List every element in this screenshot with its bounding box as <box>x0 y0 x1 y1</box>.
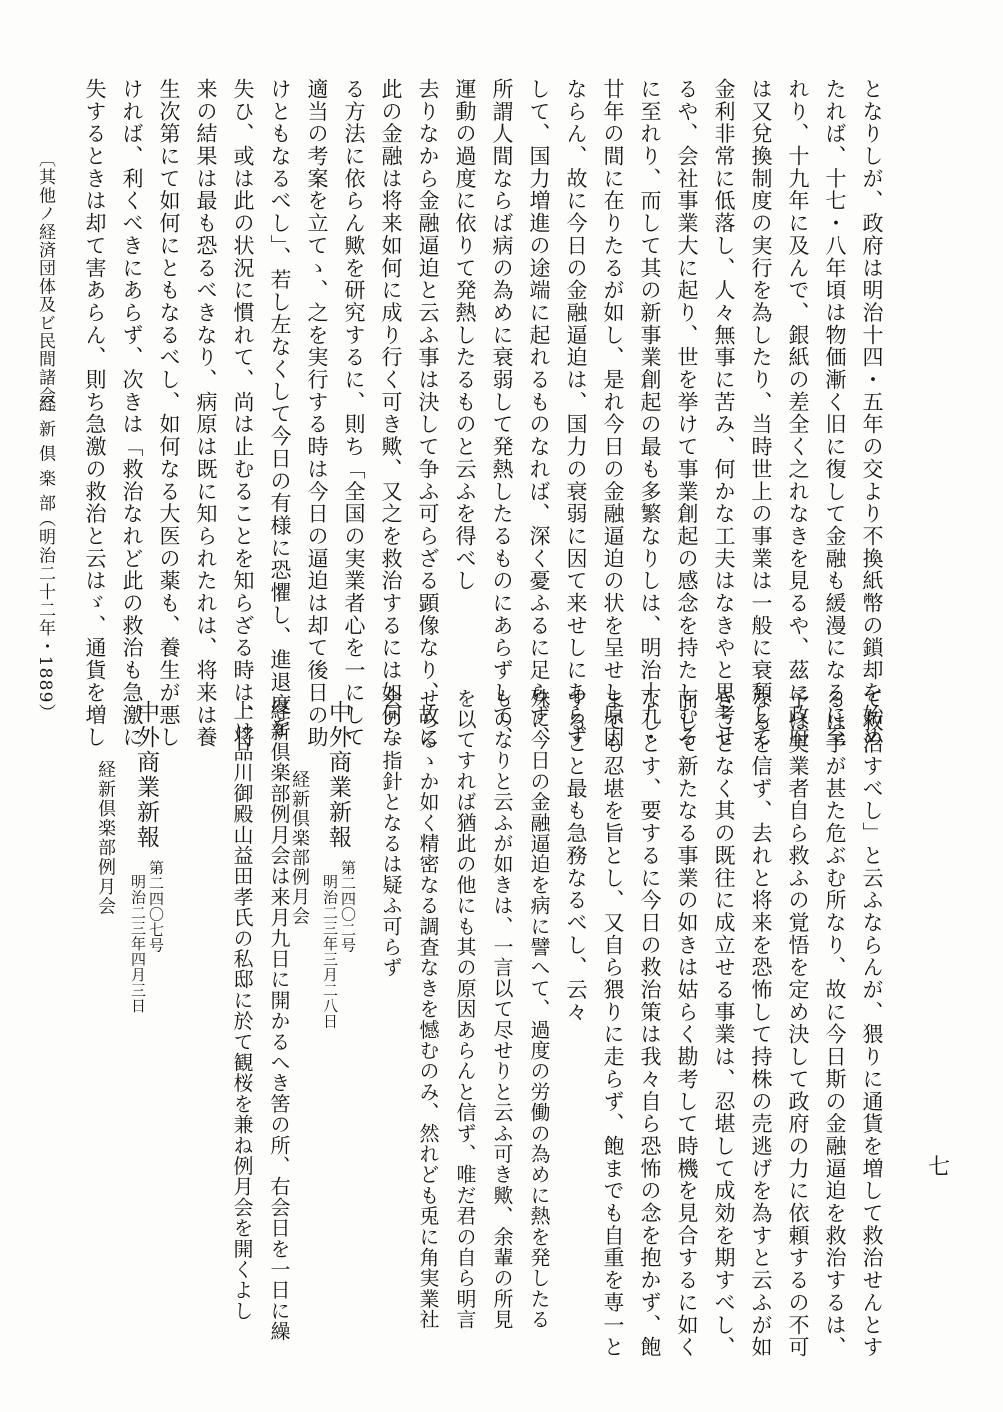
text-column: せらるゝか如く精密なる調査なきを憾むのみ、然れども兎に角実業社 <box>416 688 440 1330</box>
text-column: たれば、十七・八年頃は物価漸く旧に復して金融も緩漫になるに至 <box>823 78 847 749</box>
text-column: 廿年の間に在りたるが如し、是れ今日の金融逼迫の状を呈せし原因 <box>601 78 625 749</box>
text-column: 而して新たなる事業の如きは姑らく勘考して時機を見合するに如く <box>675 688 699 1359</box>
text-column: を以てすれば猶此の他にも其の原因あらんと信ず、唯だ君の自ら明言 <box>453 688 477 1330</box>
text-column: ければ、利くべきにあらず、次きは「救治なれど此の救治も急激に <box>120 78 144 749</box>
text-column: るや、会社事業大に起り、世を挙けて事業創起の感念を持たしむる <box>675 78 699 749</box>
text-column: 適当の考案を立てゝ、之を実行する時は今日の逼迫は却て後日の助 <box>305 78 329 749</box>
text-column: までも忍堪を旨とし、又自ら猥りに走らず、飽までも自重を専一と <box>601 688 625 1359</box>
text-column: きことなく其の既往に成立せる事業は、忍堪して成効を期すべし、 <box>712 688 736 1359</box>
text-column: るは予が甚た危ぶむ所なり、故に今日斯の金融逼迫を救治するは、 <box>823 688 847 1359</box>
header-category: 〔其他ノ経済団体及ビ民間諸会〕 <box>35 150 55 423</box>
text-column: れり、十九年に及んで、銀紙の差全く之れなきを見るや、茲に政府 <box>786 78 810 749</box>
text-column: 所謂人間ならば病の為めに衰弱して発熱したるものにあらずして、 <box>490 78 514 749</box>
text-column: すること最も急務なるべし、云々 <box>564 688 588 1024</box>
article2-date: 明治二三年四月三日 <box>129 874 147 1014</box>
header-organization: 経 新 倶 楽 部 <box>35 395 55 513</box>
text-column: なしとす、要するに今日の救治策は我々自ら恐怖の念を抱かず、飽 <box>638 688 662 1359</box>
text-column: 此の金融は将来如何に成り行く可き歟、又之を救治するには如何な <box>379 78 403 749</box>
article2-number: 第二四〇七号 <box>147 860 165 953</box>
article2-body-column: 経新倶楽部例月会は来月九日に開かるへき筈の所、右会日を一日に繰 <box>267 700 291 1342</box>
text-column: 生次第にて如何にともなるべし、如何なる大医の薬も、養生が悪し <box>157 78 181 749</box>
header-date: （明治二十二年・1889） <box>35 510 55 722</box>
text-column: ならん、故に今日の金融逼迫は、国力の衰弱に因て来せしにあらず <box>564 78 588 749</box>
text-column: 失するときは却て害あらん、則ち急激の救治と云はゞ、通貨を増し <box>83 78 107 749</box>
text-column: 運動の過度に依りて発熱したるものと云ふを得べし <box>453 78 477 593</box>
text-column: る方法に依らん歟を研究するに、則ち「全国の実業者心を一にして <box>342 78 366 749</box>
text-column: けともなるべし」、若し左なくして今日の有様に恐懼し、進退度を <box>268 78 292 738</box>
text-column: 失ひ、或は此の状況に慣れて、尚は止むることを知らざる時は、将 <box>231 78 255 749</box>
article2-body-column: 上け品川御殿山益田孝氏の私邸に於て観桜を兼ね例月会を開くよし <box>230 700 254 1321</box>
article1-number: 第二四〇二号 <box>339 860 357 953</box>
page-number: 七 <box>928 1155 951 1180</box>
text-column: なるを信ず、去れと将来を恐怖して持株の売逃げを為すと云ふが如 <box>749 688 773 1359</box>
text-column: 来の結果は最も恐るべきなり、病原は既に知られたれは、将来は養 <box>194 78 218 749</box>
text-column: は又兌換制度の実行を為したり、当時世上の事業は一般に衰頽して <box>749 78 773 749</box>
text-column: ものなりと云ふが如きは、一言以て尽せりと云ふ可き歟、余輩の所見 <box>490 688 514 1330</box>
text-column: 殊に今日の金融逼迫を病に譬へて、過度の労働の為めに熱を発したる <box>527 688 551 1330</box>
text-column: 会の一指針となるは疑ふ可らず <box>379 688 403 978</box>
text-column: して、国力増進の途端に起れるものなれば、深く憂ふるに足らず、 <box>527 78 551 749</box>
text-column: て救治すべし」と云ふならんが、猥りに通貨を増して救治せんとす <box>860 688 884 1359</box>
text-column: となりしが、政府は明治十四・五年の交より不換紙幣の鎖却を始め <box>860 78 884 749</box>
text-column: 金利非常に低落し、人々無事に苦み、何かな工夫はなきやと思考せ <box>712 78 736 749</box>
article1-date: 明治二三年三月二八日 <box>321 874 339 1029</box>
text-column: 去りなから金融逼迫と云ふ事は決して争ふ可らざる顕像なり、故に <box>416 78 440 749</box>
text-column: 予は実業者自ら救ふの覚悟を定め決して政府の力に依頼するの不可 <box>786 688 810 1359</box>
text-column: に至れり、而して其の新事業創起の最も多繁なりしは、明治十九・ <box>638 78 662 749</box>
